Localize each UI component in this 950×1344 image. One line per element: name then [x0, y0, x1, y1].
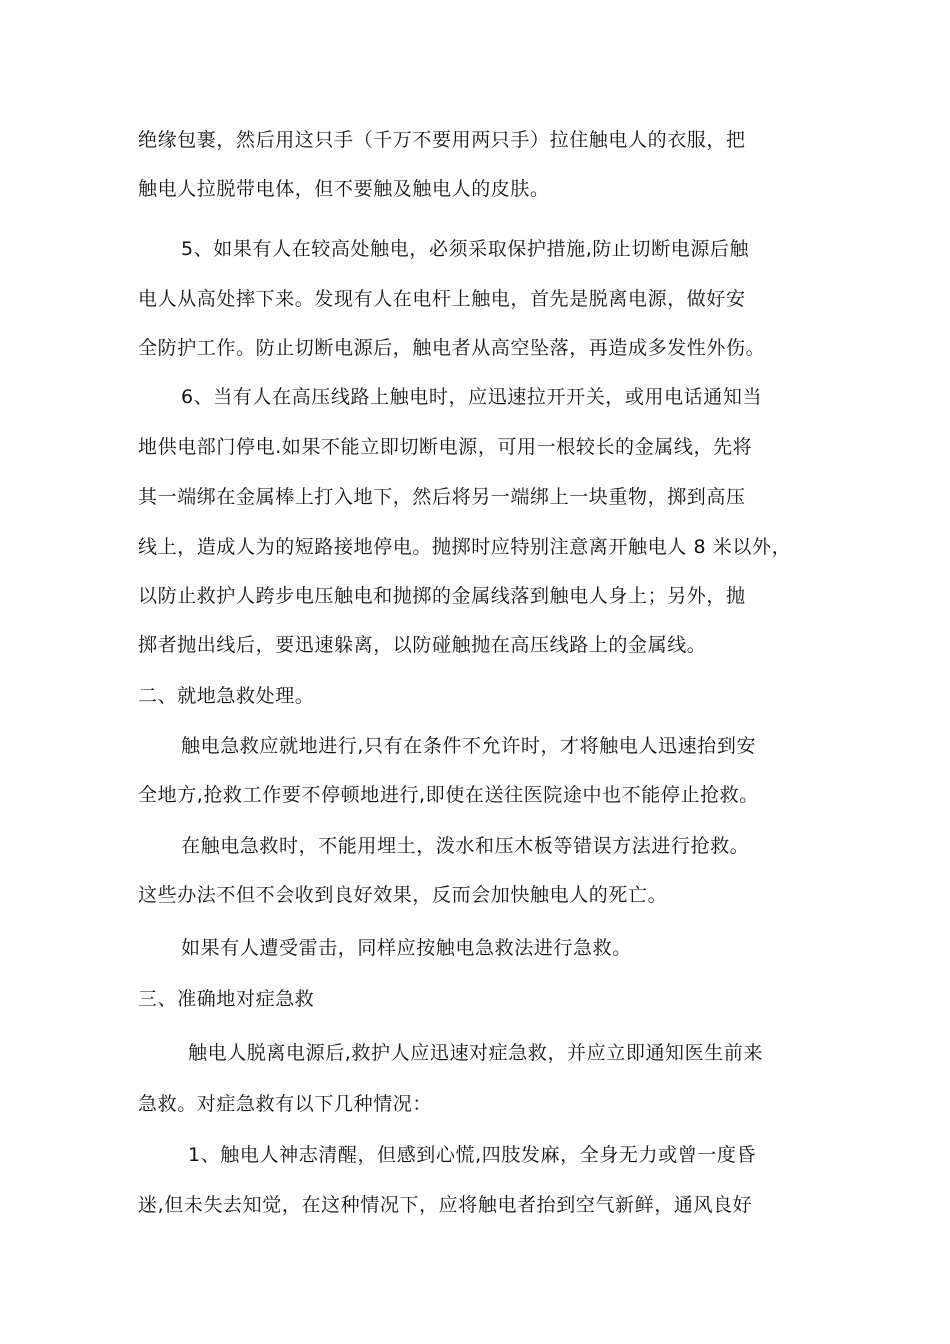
paragraph-line: 掷者抛出线后，要迅速躲离，以防碰触抛在高压线路上的金属线。 — [138, 634, 707, 656]
paragraph-line: 地供电部门停电.如果不能立即切断电源，可用一根较长的金属线，先将 — [138, 436, 753, 458]
paragraph-line: 触电人拉脱带电体，但不要触及触电人的皮肤。 — [138, 178, 550, 200]
paragraph-line: 电人从高处摔下来。发现有人在电杆上触电，首先是脱离电源，做好安 — [138, 288, 746, 310]
paragraph-line: 全地方,抢救工作要不停顿地进行,即使在送往医院途中也不能停止抢救。 — [138, 784, 759, 806]
paragraph-line: 在触电急救时，不能用埋土，泼水和压木板等错误方法进行抢救。 — [181, 835, 750, 857]
section-heading: 三、准确地对症急救 — [138, 988, 315, 1010]
paragraph-line: 这些办法不但不会收到良好效果，反而会加快触电人的死亡。 — [138, 884, 668, 906]
paragraph-line: 迷,但未失去知觉，在这种情况下，应将触电者抬到空气新鲜，通风良好 — [138, 1194, 753, 1216]
paragraph-line: 6、当有人在高压线路上触电时，应迅速拉开开关，或用电话通知当 — [181, 386, 763, 408]
paragraph-line: 5、如果有人在较高处触电，必须采取保护措施,防止切断电源后触 — [181, 238, 750, 260]
paragraph-line: 全防护工作。防止切断电源后，触电者从高空坠落，再造成多发性外伤。 — [138, 337, 766, 359]
paragraph-line: 如果有人遭受雷击，同样应按触电急救法进行急救。 — [181, 937, 632, 959]
paragraph-line: 其一端绑在金属棒上打入地下，然后将另一端绑上一块重物，掷到高压 — [138, 486, 746, 508]
section-heading: 二、就地急救处理。 — [138, 685, 315, 707]
paragraph-line: 1、触电人神志清醒，但感到心慌,四肢发麻，全身无力或曾一度昏 — [188, 1144, 757, 1166]
paragraph-line: 线上，造成人为的短路接地停电。抛掷时应特别注意离开触电人 8 米以外， — [138, 536, 792, 558]
paragraph-line: 触电急救应就地进行,只有在条件不允许时，才将触电人迅速抬到安 — [181, 735, 757, 757]
paragraph-line: 绝缘包裹，然后用这只手（千万不要用两只手）拉住触电人的衣服，把 — [138, 129, 746, 151]
paragraph-line: 急救。对症急救有以下几种情况： — [138, 1093, 433, 1115]
paragraph-line: 以防止救护人跨步电压触电和抛掷的金属线落到触电人身上；另外，抛 — [138, 585, 746, 607]
paragraph-line: 触电人脱离电源后,救护人应迅速对症急救，并应立即通知医生前来 — [188, 1042, 764, 1064]
